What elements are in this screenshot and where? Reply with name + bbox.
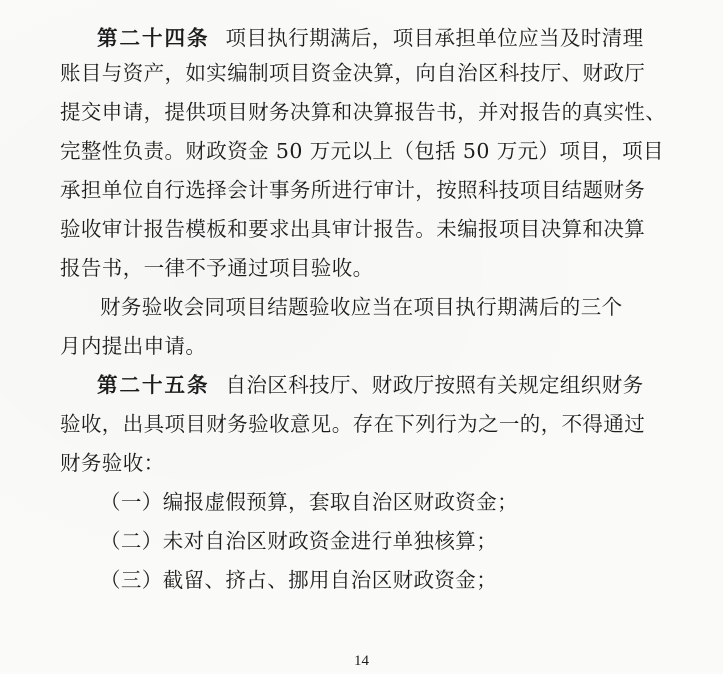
para-2-line-2: 月内提出申请。 bbox=[60, 334, 207, 358]
page-number: 14 bbox=[354, 653, 369, 669]
article-24-line-1 bbox=[97, 24, 644, 52]
article-24-line-2: 账目与资产，如实编制项目资金决算，向自治区科技厅、财政厅 bbox=[60, 61, 646, 85]
list-item-1: （一）编报虚假预算，套取自治区财政资金； bbox=[100, 490, 518, 514]
list-item-3: （三）截留、挤占、挪用自治区财政资金； bbox=[100, 568, 498, 592]
article-24-line-6: 验收审计报告模板和要求出具审计报告。未编报项目决算和决算 bbox=[60, 217, 646, 241]
article-24-title: 第二十四条 bbox=[97, 26, 210, 50]
article-25-line-2: 验收，出具项目财务验收意见。存在下列行为之一的，不得通过 bbox=[60, 412, 646, 436]
article-24-line-3: 提交申请，提供项目财务决算和决算报告书，并对报告的真实性、 bbox=[60, 100, 667, 124]
article-24-text: 项目执行期满后，项目承担单位应当及时清理 bbox=[225, 26, 644, 50]
article-25-text: 自治区科技厅、财政厅按照有关规定组织财务 bbox=[225, 373, 644, 397]
article-25-title: 第二十五条 bbox=[97, 373, 210, 397]
article-25-line-3: 财务验收： bbox=[60, 451, 165, 475]
article-24-line-5: 承担单位自行选择会计事务所进行审计，按照科技项目结题财务 bbox=[60, 178, 646, 202]
article-25-line-1 bbox=[97, 371, 644, 399]
para-2-line-1: 财务验收会同项目结题验收应当在项目执行期满后的三个 bbox=[100, 295, 623, 319]
article-24-line-7: 报告书，一律不予通过项目验收。 bbox=[60, 256, 374, 280]
list-item-2: （二）未对自治区财政资金进行单独核算； bbox=[100, 529, 498, 553]
article-24-line-4: 完整性负责。财政资金 50 万元以上（包括 50 万元）项目，项目 bbox=[60, 139, 664, 163]
